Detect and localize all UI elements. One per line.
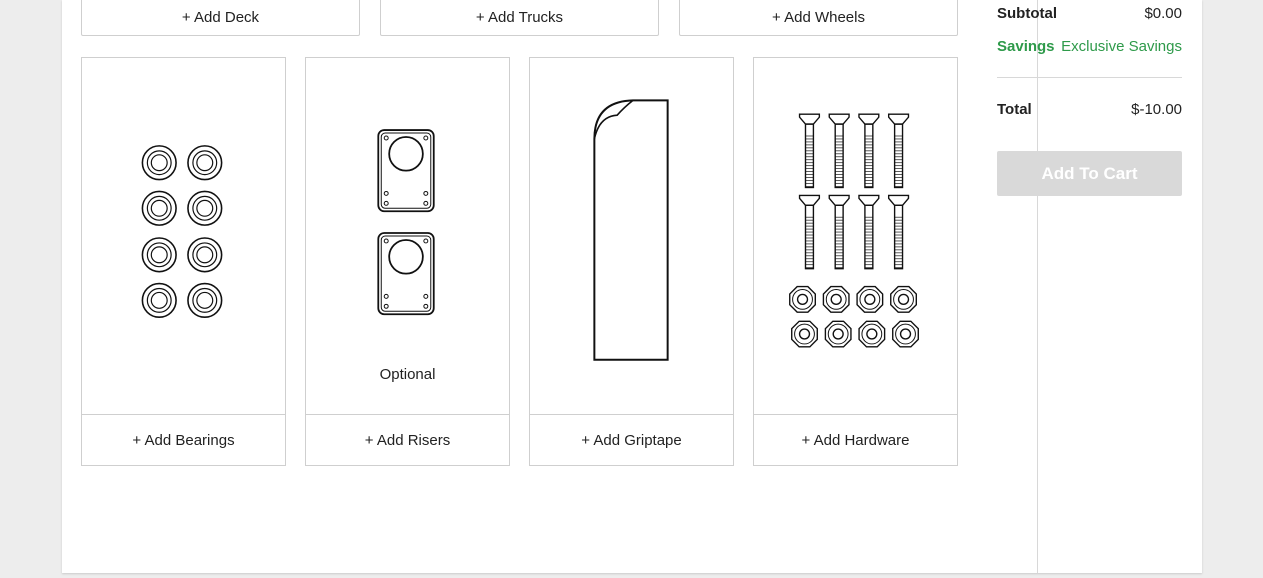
builder-panel (62, 0, 1202, 573)
total-value: $-10.00 (1131, 101, 1182, 118)
total-row (997, 101, 1182, 118)
hardware-icon (754, 58, 957, 415)
subtotal-row (997, 5, 1182, 22)
risers-optional-note: Optional (379, 366, 436, 383)
add-hardware-button[interactable]: + Add Hardware (754, 414, 957, 465)
add-griptape-button[interactable]: + Add Griptape (530, 414, 733, 465)
add-deck-button[interactable]: + Add Deck (81, 0, 360, 36)
savings-label: Savings (997, 38, 1055, 55)
summary-divider (1037, 0, 1038, 573)
summary-separator (997, 77, 1182, 78)
savings-value: Exclusive Savings (1061, 38, 1182, 55)
griptape-card (529, 57, 734, 466)
bearings-icon (82, 58, 285, 415)
add-trucks-button[interactable]: + Add Trucks (380, 0, 659, 36)
savings-row (997, 38, 1182, 55)
total-label: Total (997, 101, 1032, 118)
add-bearings-button[interactable]: + Add Bearings (82, 414, 285, 465)
risers-icon (306, 58, 509, 415)
hardware-card (753, 57, 958, 466)
add-risers-button[interactable]: + Add Risers (306, 414, 509, 465)
risers-card (305, 57, 510, 466)
subtotal-value: $0.00 (1144, 5, 1182, 22)
add-to-cart-button[interactable]: Add To Cart (997, 151, 1182, 196)
bearings-card (81, 57, 286, 466)
griptape-icon (530, 58, 733, 415)
subtotal-label: Subtotal (997, 5, 1057, 22)
add-wheels-button[interactable]: + Add Wheels (679, 0, 958, 36)
